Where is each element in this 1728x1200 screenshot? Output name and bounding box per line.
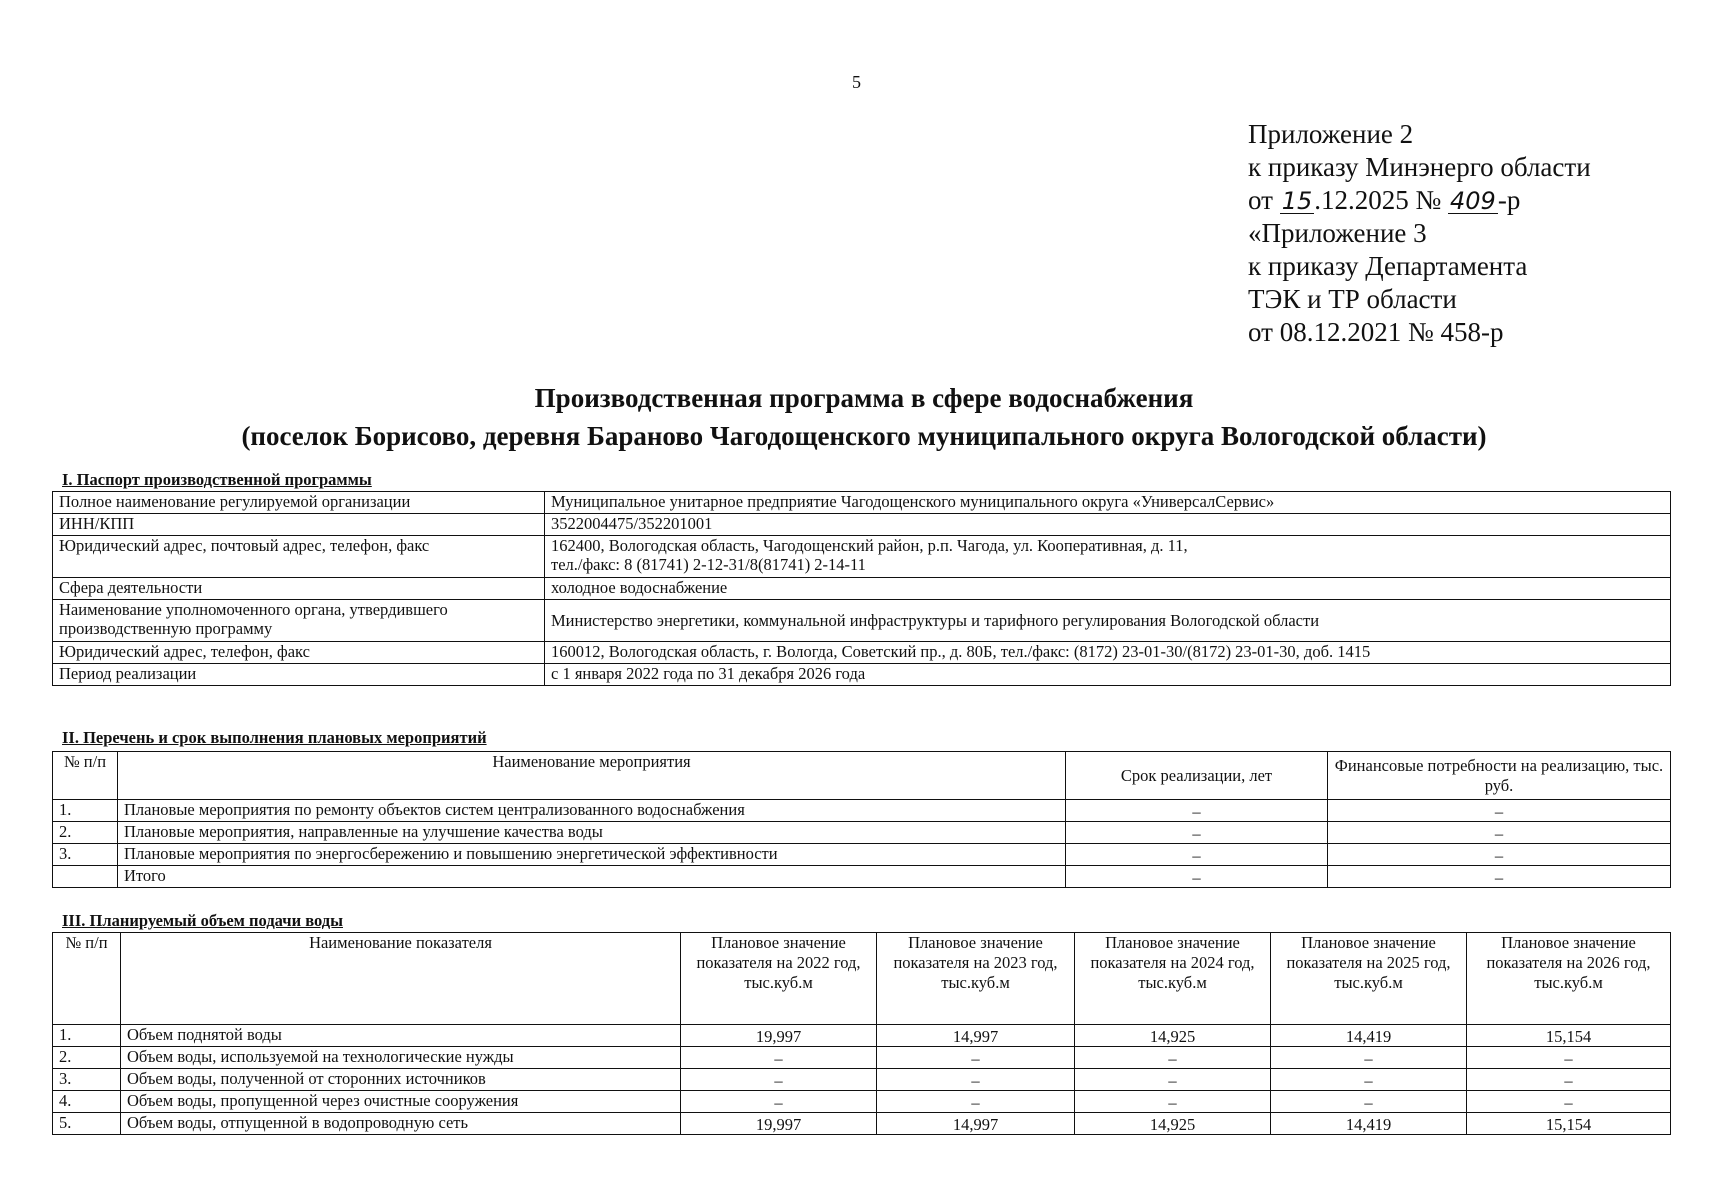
water-supply-table (52, 932, 1671, 1135)
water-name: Объем воды, полученной от сторонних источников (121, 1069, 681, 1091)
measures-num: 3. (53, 844, 118, 866)
section-2-title: II. Перечень и срок выполнения плановых мероприятий (62, 728, 487, 747)
water-value-2024: – (1075, 1069, 1271, 1091)
passport-value-line: Муниципальное унитарное предприятие Чагодощенского муниципального округа «УниверсалСервис» (551, 492, 1275, 511)
passport-row (53, 514, 1671, 536)
water-value-2022: – (681, 1069, 877, 1091)
water-value-2025: 14,419 (1271, 1025, 1467, 1047)
water-row (53, 1025, 1671, 1047)
water-value-2025: – (1271, 1047, 1467, 1069)
section-3-title: III. Планируемый объем подачи воды (62, 911, 343, 930)
section-1-title: I. Паспорт производственной программы (62, 470, 372, 489)
measures-row (53, 866, 1671, 888)
measures-name: Плановые мероприятия по энергосбережению и повышению энергетической эффективности (118, 844, 1066, 866)
appendix-line-1: Приложение 2 (1248, 119, 1414, 149)
water-value-2023: 14,997 (877, 1113, 1075, 1135)
measures-term: – (1066, 866, 1328, 888)
passport-label: Период реализации (53, 664, 545, 686)
passport-value-line: 160012, Вологодская область, г. Вологда, Советский пр., д. 80Б, тел./факс: (8172) 23-01-30/(8172) 23-01-30, доб. 1415 (551, 642, 1371, 661)
water-num: 1. (53, 1025, 121, 1047)
measures-name: Итого (118, 866, 1066, 888)
appendix-line-7: от 08.12.2021 № 458-р (1248, 317, 1504, 347)
water-row (53, 1091, 1671, 1113)
passport-row (53, 578, 1671, 600)
water-value-2023: – (877, 1091, 1075, 1113)
water-value-2023: – (877, 1047, 1075, 1069)
water-value-2025: – (1271, 1069, 1467, 1091)
measures-num (53, 866, 118, 888)
water-value-2022: – (681, 1091, 877, 1113)
water-value-2026: 15,154 (1467, 1025, 1671, 1047)
water-value-2023: – (877, 1069, 1075, 1091)
measures-num: 1. (53, 800, 118, 822)
water-value-2022: – (681, 1047, 877, 1069)
appendix-line-6: ТЭК и ТР области (1248, 284, 1457, 314)
passport-row (53, 664, 1671, 686)
water-value-2026: – (1467, 1047, 1671, 1069)
water-value-2023: 14,997 (877, 1025, 1075, 1047)
document-subtitle: (поселок Борисово, деревня Бараново Чагодощенского муниципального округа Вологодской области) (241, 421, 1487, 451)
appendix-date-middle: .12.2025 № (1314, 185, 1442, 215)
passport-label: Полное наименование регулируемой организации (53, 492, 545, 514)
passport-value-line: 162400, Вологодская область, Чагодощенский район, р.п. Чагода, ул. Кооперативная, д. 11, (551, 536, 1188, 555)
passport-value (545, 492, 1671, 514)
passport-value (545, 600, 1671, 642)
passport-table (52, 491, 1671, 686)
document-title: Производственная программа в сфере водоснабжения (534, 383, 1194, 413)
passport-value-line: Министерство энергетики, коммунальной инфраструктуры и тарифного регулирования Вологодской области (551, 611, 1320, 630)
measures-name: Плановые мероприятия по ремонту объектов систем централизованного водоснабжения (118, 800, 1066, 822)
appendix-line-4: «Приложение 3 (1248, 218, 1427, 248)
water-row (53, 1047, 1671, 1069)
measures-finance: – (1328, 866, 1671, 888)
measures-header-finance: Финансовые потребности на реализацию, тыс. руб. (1328, 752, 1671, 800)
measures-header-name: Наименование мероприятия (118, 752, 1066, 800)
water-row (53, 1069, 1671, 1091)
measures-header-term: Срок реализации, лет (1066, 752, 1328, 800)
water-header-2025: Плановое значение показателя на 2025 год, тыс.куб.м (1271, 933, 1467, 1025)
passport-row (53, 642, 1671, 664)
appendix-line-5: к приказу Департамента (1248, 251, 1528, 281)
passport-label: Юридический адрес, почтовый адрес, телефон, факс (53, 536, 545, 578)
measures-finance: – (1328, 844, 1671, 866)
appendix-line-3 (1248, 184, 1591, 217)
water-value-2024: – (1075, 1091, 1271, 1113)
water-value-2026: 15,154 (1467, 1113, 1671, 1135)
measures-term: – (1066, 822, 1328, 844)
water-header-num: № п/п (53, 933, 121, 1025)
passport-label: Юридический адрес, телефон, факс (53, 642, 545, 664)
water-name: Объем поднятой воды (121, 1025, 681, 1047)
page-number: 5 (852, 72, 861, 92)
water-header-2022: Плановое значение показателя на 2022 год, тыс.куб.м (681, 933, 877, 1025)
passport-value-line: с 1 января 2022 года по 31 декабря 2026 года (551, 664, 866, 683)
passport-label: Наименование уполномоченного органа, утвердившего производственную программу (53, 600, 545, 642)
passport-value (545, 536, 1671, 578)
measures-row (53, 844, 1671, 866)
appendix-date-prefix: от (1248, 185, 1273, 215)
measures-row (53, 822, 1671, 844)
water-row (53, 1113, 1671, 1135)
passport-row (53, 492, 1671, 514)
passport-value-line: 3522004475/352201001 (551, 514, 713, 533)
water-num: 5. (53, 1113, 121, 1135)
measures-finance: – (1328, 800, 1671, 822)
passport-value (545, 664, 1671, 686)
measures-finance: – (1328, 822, 1671, 844)
passport-label: ИНН/КПП (53, 514, 545, 536)
water-header-2026: Плановое значение показателя на 2026 год, тыс.куб.м (1467, 933, 1671, 1025)
handwritten-day: 15 (1281, 187, 1313, 215)
water-value-2026: – (1467, 1091, 1671, 1113)
passport-row (53, 600, 1671, 642)
water-header-2023: Плановое значение показателя на 2023 год, тыс.куб.м (877, 933, 1075, 1025)
water-value-2024: 14,925 (1075, 1025, 1271, 1047)
handwritten-order-number: 409 (1450, 187, 1496, 215)
water-name: Объем воды, используемой на технологические нужды (121, 1047, 681, 1069)
measures-header-num: № п/п (53, 752, 118, 800)
water-name: Объем воды, отпущенной в водопроводную сеть (121, 1113, 681, 1135)
passport-value (545, 514, 1671, 536)
water-value-2024: 14,925 (1075, 1113, 1271, 1135)
water-num: 3. (53, 1069, 121, 1091)
water-header-2024: Плановое значение показателя на 2024 год, тыс.куб.м (1075, 933, 1271, 1025)
water-value-2026: – (1467, 1069, 1671, 1091)
measures-row (53, 800, 1671, 822)
water-name: Объем воды, пропущенной через очистные сооружения (121, 1091, 681, 1113)
appendix-block (1248, 118, 1591, 349)
passport-value (545, 642, 1671, 664)
passport-value (545, 578, 1671, 600)
water-value-2022: 19,997 (681, 1025, 877, 1047)
appendix-line-2: к приказу Минэнерго области (1248, 152, 1591, 182)
measures-name: Плановые мероприятия, направленные на улучшение качества воды (118, 822, 1066, 844)
water-value-2024: – (1075, 1047, 1271, 1069)
water-value-2022: 19,997 (681, 1113, 877, 1135)
passport-value-line: холодное водоснабжение (551, 578, 728, 597)
water-header-name: Наименование показателя (121, 933, 681, 1025)
passport-label: Сфера деятельности (53, 578, 545, 600)
water-num: 4. (53, 1091, 121, 1113)
measures-table (52, 751, 1671, 888)
measures-num: 2. (53, 822, 118, 844)
water-value-2025: 14,419 (1271, 1113, 1467, 1135)
water-num: 2. (53, 1047, 121, 1069)
measures-term: – (1066, 844, 1328, 866)
passport-value-line-2: тел./факс: 8 (81741) 2-12-31/8(81741) 2-14-11 (551, 555, 866, 574)
water-value-2025: – (1271, 1091, 1467, 1113)
measures-term: – (1066, 800, 1328, 822)
passport-row (53, 536, 1671, 578)
appendix-date-suffix: -р (1497, 185, 1521, 215)
